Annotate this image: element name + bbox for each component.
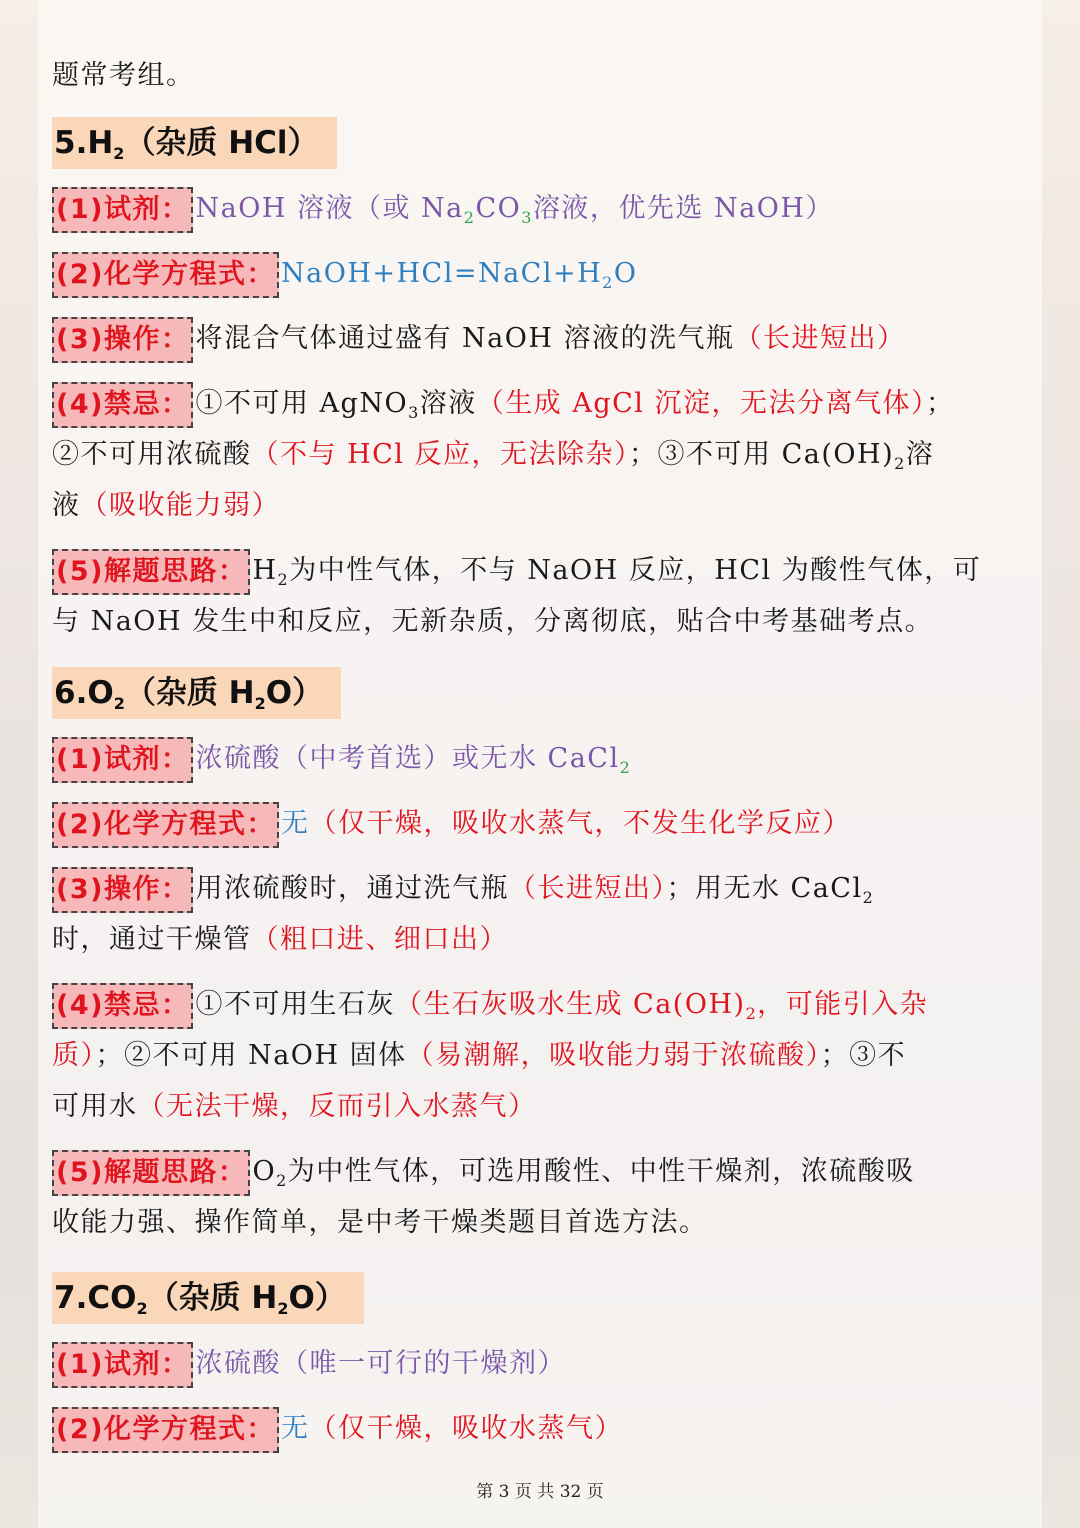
page-footer: 第 3 页 共 32 页	[476, 1482, 604, 1502]
sec5-taboo: (4)禁忌： ①不可用 AgNO$_3$溶液（生成 AgCl 沉淀，无法分离气体）； ②不可用浓硫酸（不与 HCl 反应，无法除杂）；③不可用 $Ca(OH)_2$溶 液（吸收能力弱）	[52, 378, 1032, 531]
section-6-heading: $6.O_2$（杂质 $H_2O$）	[52, 667, 341, 719]
content	[52, 50, 1032, 1468]
sec6-equation: (2)化学方程式： 无（仅干燥，吸收水蒸气，不发生化学反应）	[52, 798, 1032, 849]
section-5-heading: $5.H_2$（杂质 HCl）	[52, 117, 337, 169]
label-equation: (2)化学方程式：	[52, 252, 279, 298]
sec6-approach: (5)解题思路： $O_2$为中性气体，可选用酸性、中性干燥剂，浓硫酸吸 收能力强、操作简单，是中考干燥类题目首选方法。	[52, 1146, 1032, 1248]
sec7-equation: (2)化学方程式： 无（仅干燥，吸收水蒸气）	[52, 1403, 1032, 1454]
label-reagent: (1)试剂：	[52, 1342, 193, 1388]
label-reagent: (1)试剂：	[52, 737, 193, 783]
label-approach: (5)解题思路：	[52, 549, 250, 595]
sec6-taboo: (4)禁忌： ①不可用生石灰（生石灰吸水生成 $Ca(OH)_2$，可能引入杂 质）；②不可用 NaOH 固体（易潮解，吸收能力弱于浓硫酸）；③不 可用水（无法干燥，反而引入水蒸气）	[52, 979, 1032, 1132]
sec6-reagent: (1)试剂： 浓硫酸（中考首选）或无水 CaCl$_2$	[52, 733, 1032, 784]
label-equation: (2)化学方程式：	[52, 802, 279, 848]
sec6-operation: (3)操作： 用浓硫酸时，通过洗气瓶（长进短出）；用无水 CaCl$_2$ 时，通过干燥管（粗口进、细口出）	[52, 863, 1032, 965]
sec5-equation: (2)化学方程式： $NaOH+HCl=NaCl+H_2O$	[52, 248, 1032, 299]
label-approach: (5)解题思路：	[52, 1150, 250, 1196]
sec7-reagent: (1)试剂： 浓硫酸（唯一可行的干燥剂）	[52, 1338, 1032, 1389]
section-7-heading: $7.CO_2$（杂质 $H_2O$）	[52, 1272, 364, 1324]
label-equation: (2)化学方程式：	[52, 1407, 279, 1453]
sec5-approach: (5)解题思路： $H_2$为中性气体，不与 NaOH 反应，HCl 为酸性气体，可 与 NaOH 发生中和反应，无新杂质，分离彻底，贴合中考基础考点。	[52, 545, 1032, 647]
label-operation: (3)操作：	[52, 867, 193, 913]
intro-text: 题常考组。	[52, 60, 195, 91]
label-operation: (3)操作：	[52, 317, 193, 363]
label-reagent: (1)试剂：	[52, 187, 193, 233]
sec5-reagent: (1)试剂： NaOH 溶液（或 $Na_2CO_3$溶液，优先选 NaOH）	[52, 183, 1032, 234]
sec5-operation: (3)操作： 将混合气体通过盛有 NaOH 溶液的洗气瓶（长进短出）	[52, 313, 1032, 364]
label-taboo: (4)禁忌：	[52, 382, 193, 428]
label-taboo: (4)禁忌：	[52, 983, 193, 1029]
